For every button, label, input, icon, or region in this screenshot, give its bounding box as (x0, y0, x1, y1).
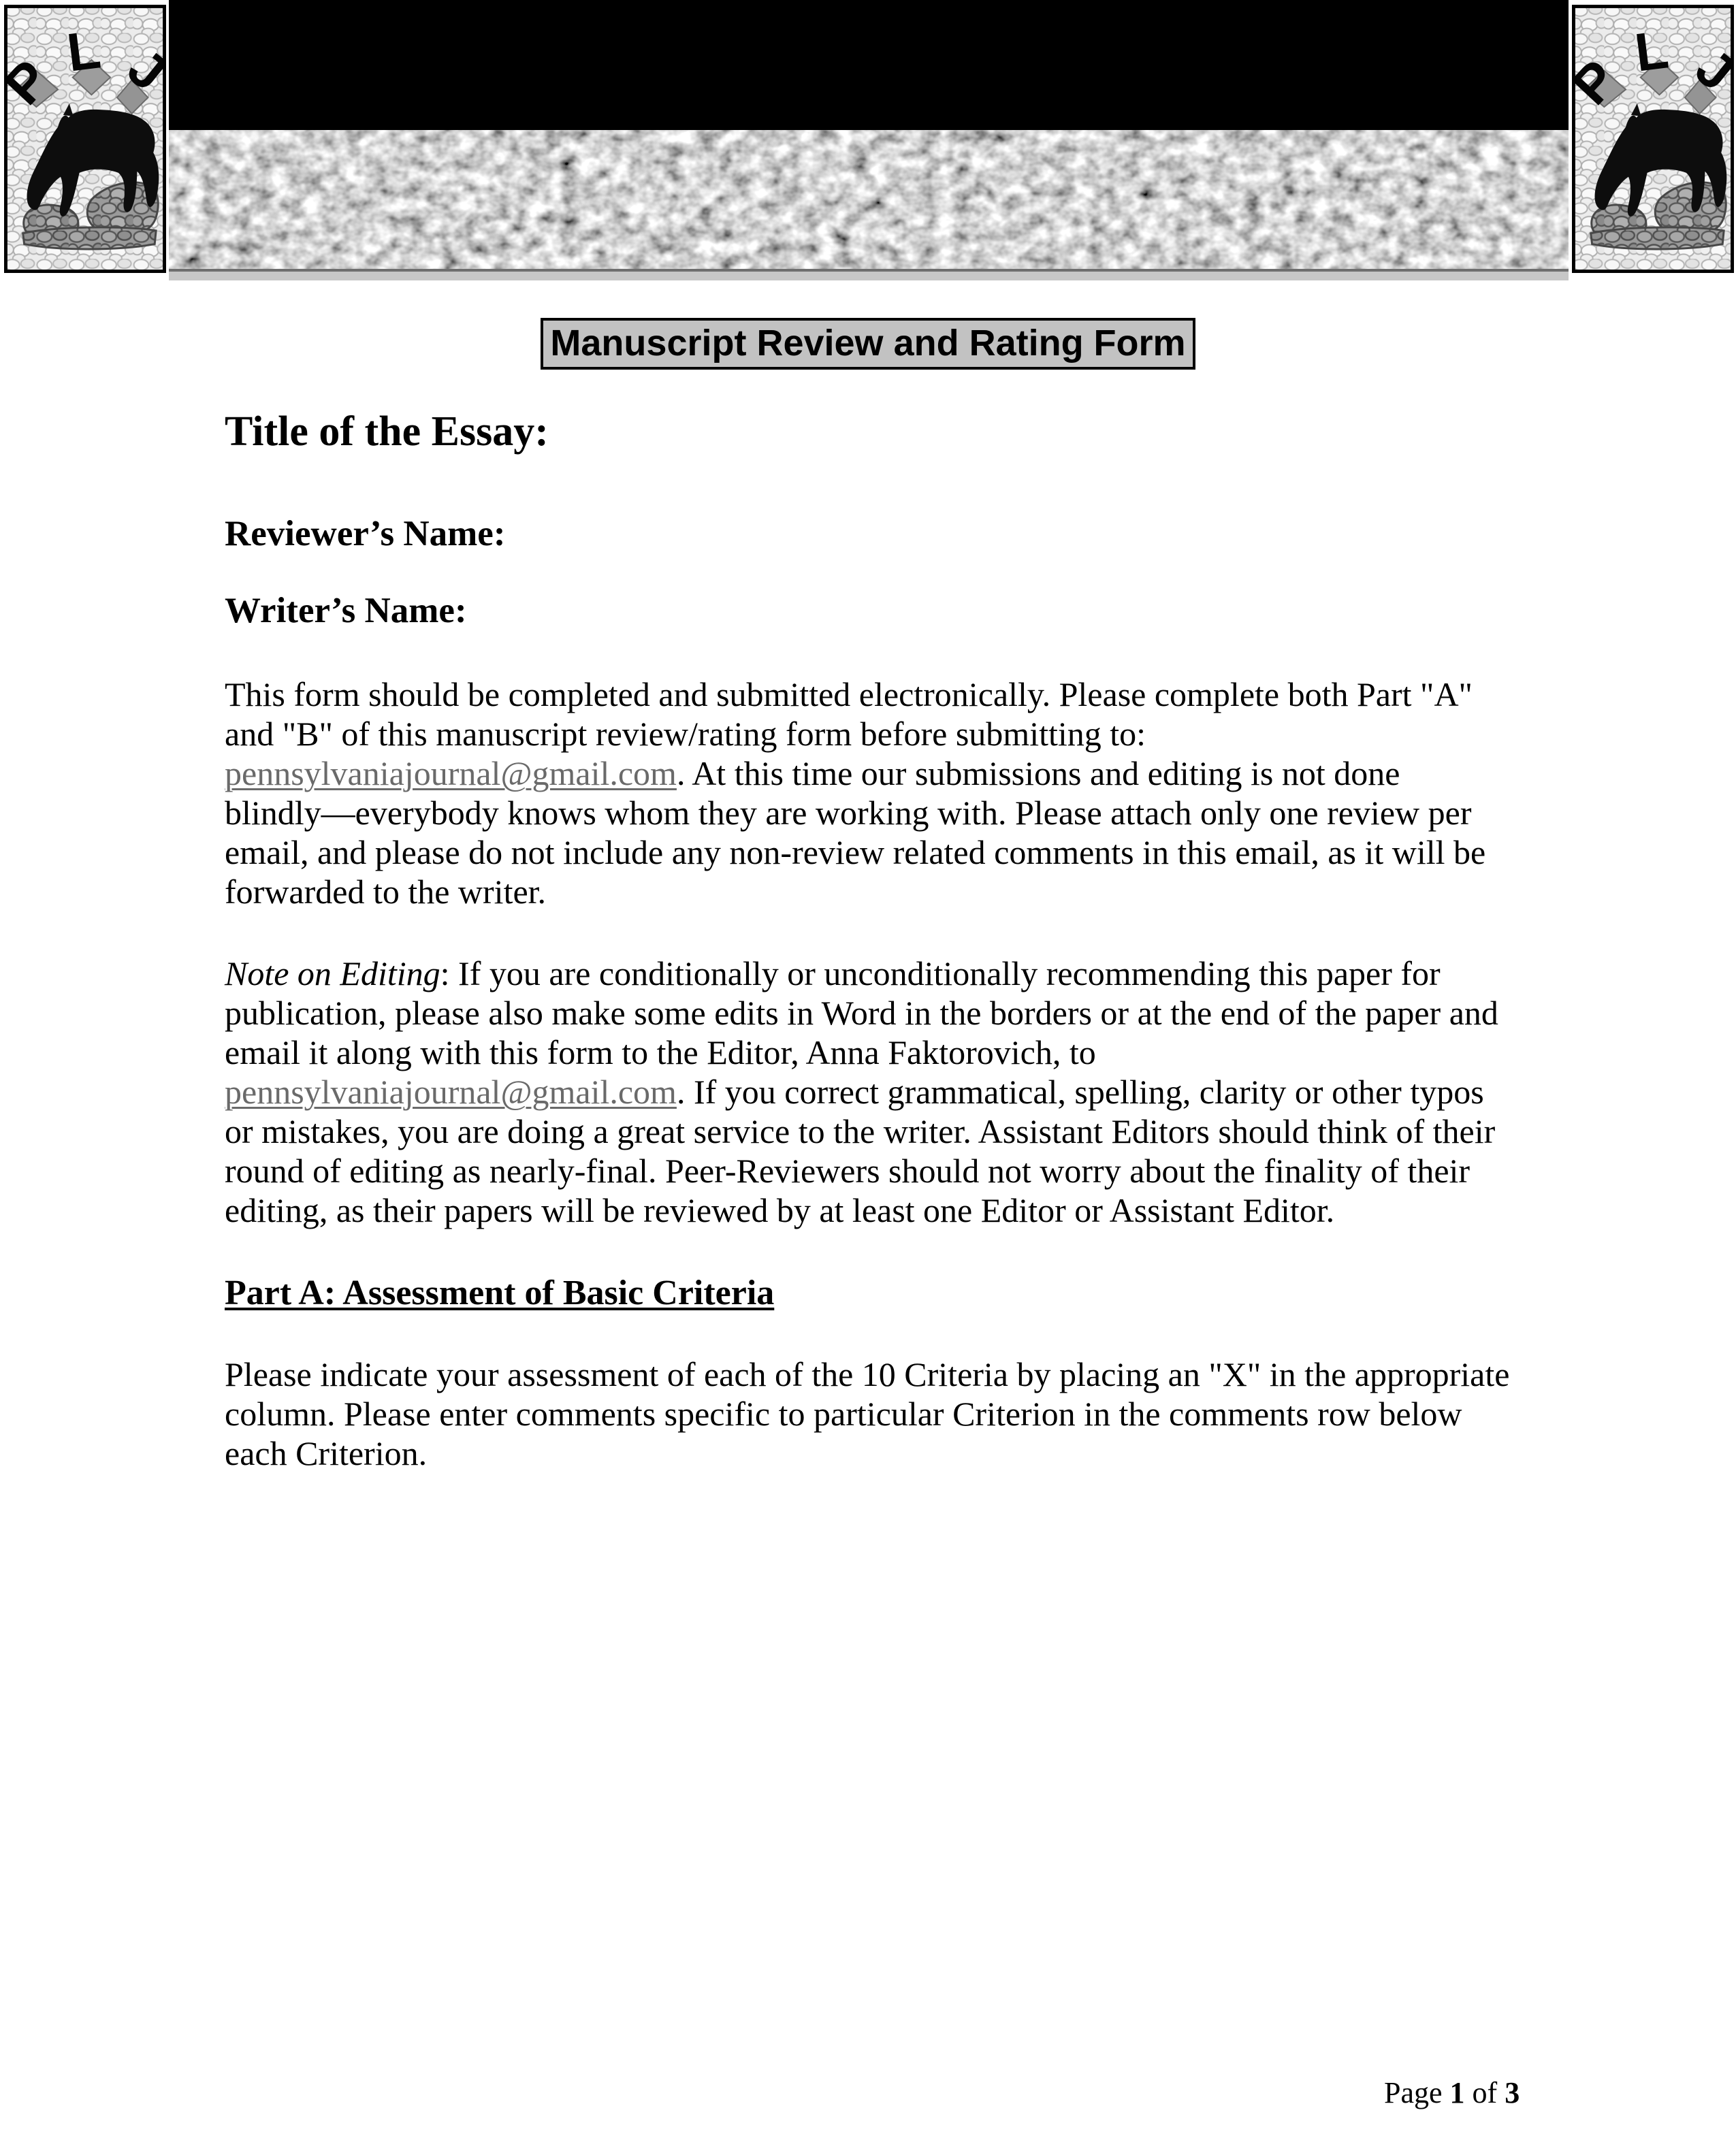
part-a-instructions: Please indicate your assessment of each of the 10 Criteria by placing an "X" in the appropriate column. Please enter comments specific to particular Criterion in the comments row below each Criterion. (225, 1355, 1510, 1472)
reviewer-name-label: Reviewer’s Name: (225, 514, 506, 553)
submission-instructions-text: This form should be completed and submitted electronically. Please complete both Part "A" and "B" of this manuscript review/rating form before submitting to: (225, 675, 1473, 753)
note-on-editing-text-after: . If you correct grammatical, spelling, clarity or other typos or mistakes, you are doing a great service to the writer. Assistant Editors should think of their round of editing as nearly-final. Peer-Reviewers should not worry about the finality of their editing, as their papers will be reviewed by at least one Editor or Assistant Editor. (225, 1073, 1496, 1229)
form-title-row (0, 318, 1736, 370)
note-on-editing-paragraph (225, 954, 1511, 1230)
note-on-editing-text: : If you are conditionally or unconditionally recommending this paper for publication, please also make some edits in Word in the borders or at the end of the paper and email it along with this form to the Editor, Anna Faktorovich, to (225, 954, 1498, 1071)
plj-horse-mosaic-icon (4, 4, 166, 274)
header-banner (169, 0, 1569, 280)
essay-title-label: Title of the Essay: (225, 408, 549, 455)
plj-journal-logo-left (4, 4, 166, 274)
footer-of-word: of (1472, 2076, 1498, 2109)
footer-page-word: Page (1384, 2076, 1443, 2109)
submission-instructions-text-after: . At this time our submissions and editing is not done blindly––everybody knows whom they are working with. Please attach only one review per email, and please do not include any non-review related comments in this email, as it will be forwarded to the writer. (225, 754, 1486, 911)
part-a-heading: Part A: Assessment of Basic Criteria (225, 1274, 775, 1312)
page-footer (1384, 2075, 1520, 2111)
banner-black-bar (169, 0, 1569, 130)
plj-horse-mosaic-icon (1572, 4, 1734, 274)
submission-instructions (225, 675, 1511, 911)
part-a-heading-row (225, 1272, 1511, 1314)
form-body (0, 406, 1736, 1473)
banner-gray-strip (169, 272, 1569, 280)
form-title: Manuscript Review and Rating Form (541, 318, 1195, 370)
note-on-editing-lead: Note on Editing (225, 954, 440, 992)
footer-total-pages: 3 (1505, 2076, 1520, 2109)
note-email-link[interactable]: pennsylvaniajournal@gmail.com (225, 1073, 677, 1111)
banner-noise-texture (169, 130, 1569, 269)
writer-name-label: Writer’s Name: (225, 591, 467, 630)
submission-email-link[interactable]: pennsylvaniajournal@gmail.com (225, 754, 677, 792)
page-header (0, 0, 1736, 280)
plj-journal-logo-right (1572, 4, 1734, 274)
footer-page-number: 1 (1449, 2076, 1465, 2109)
